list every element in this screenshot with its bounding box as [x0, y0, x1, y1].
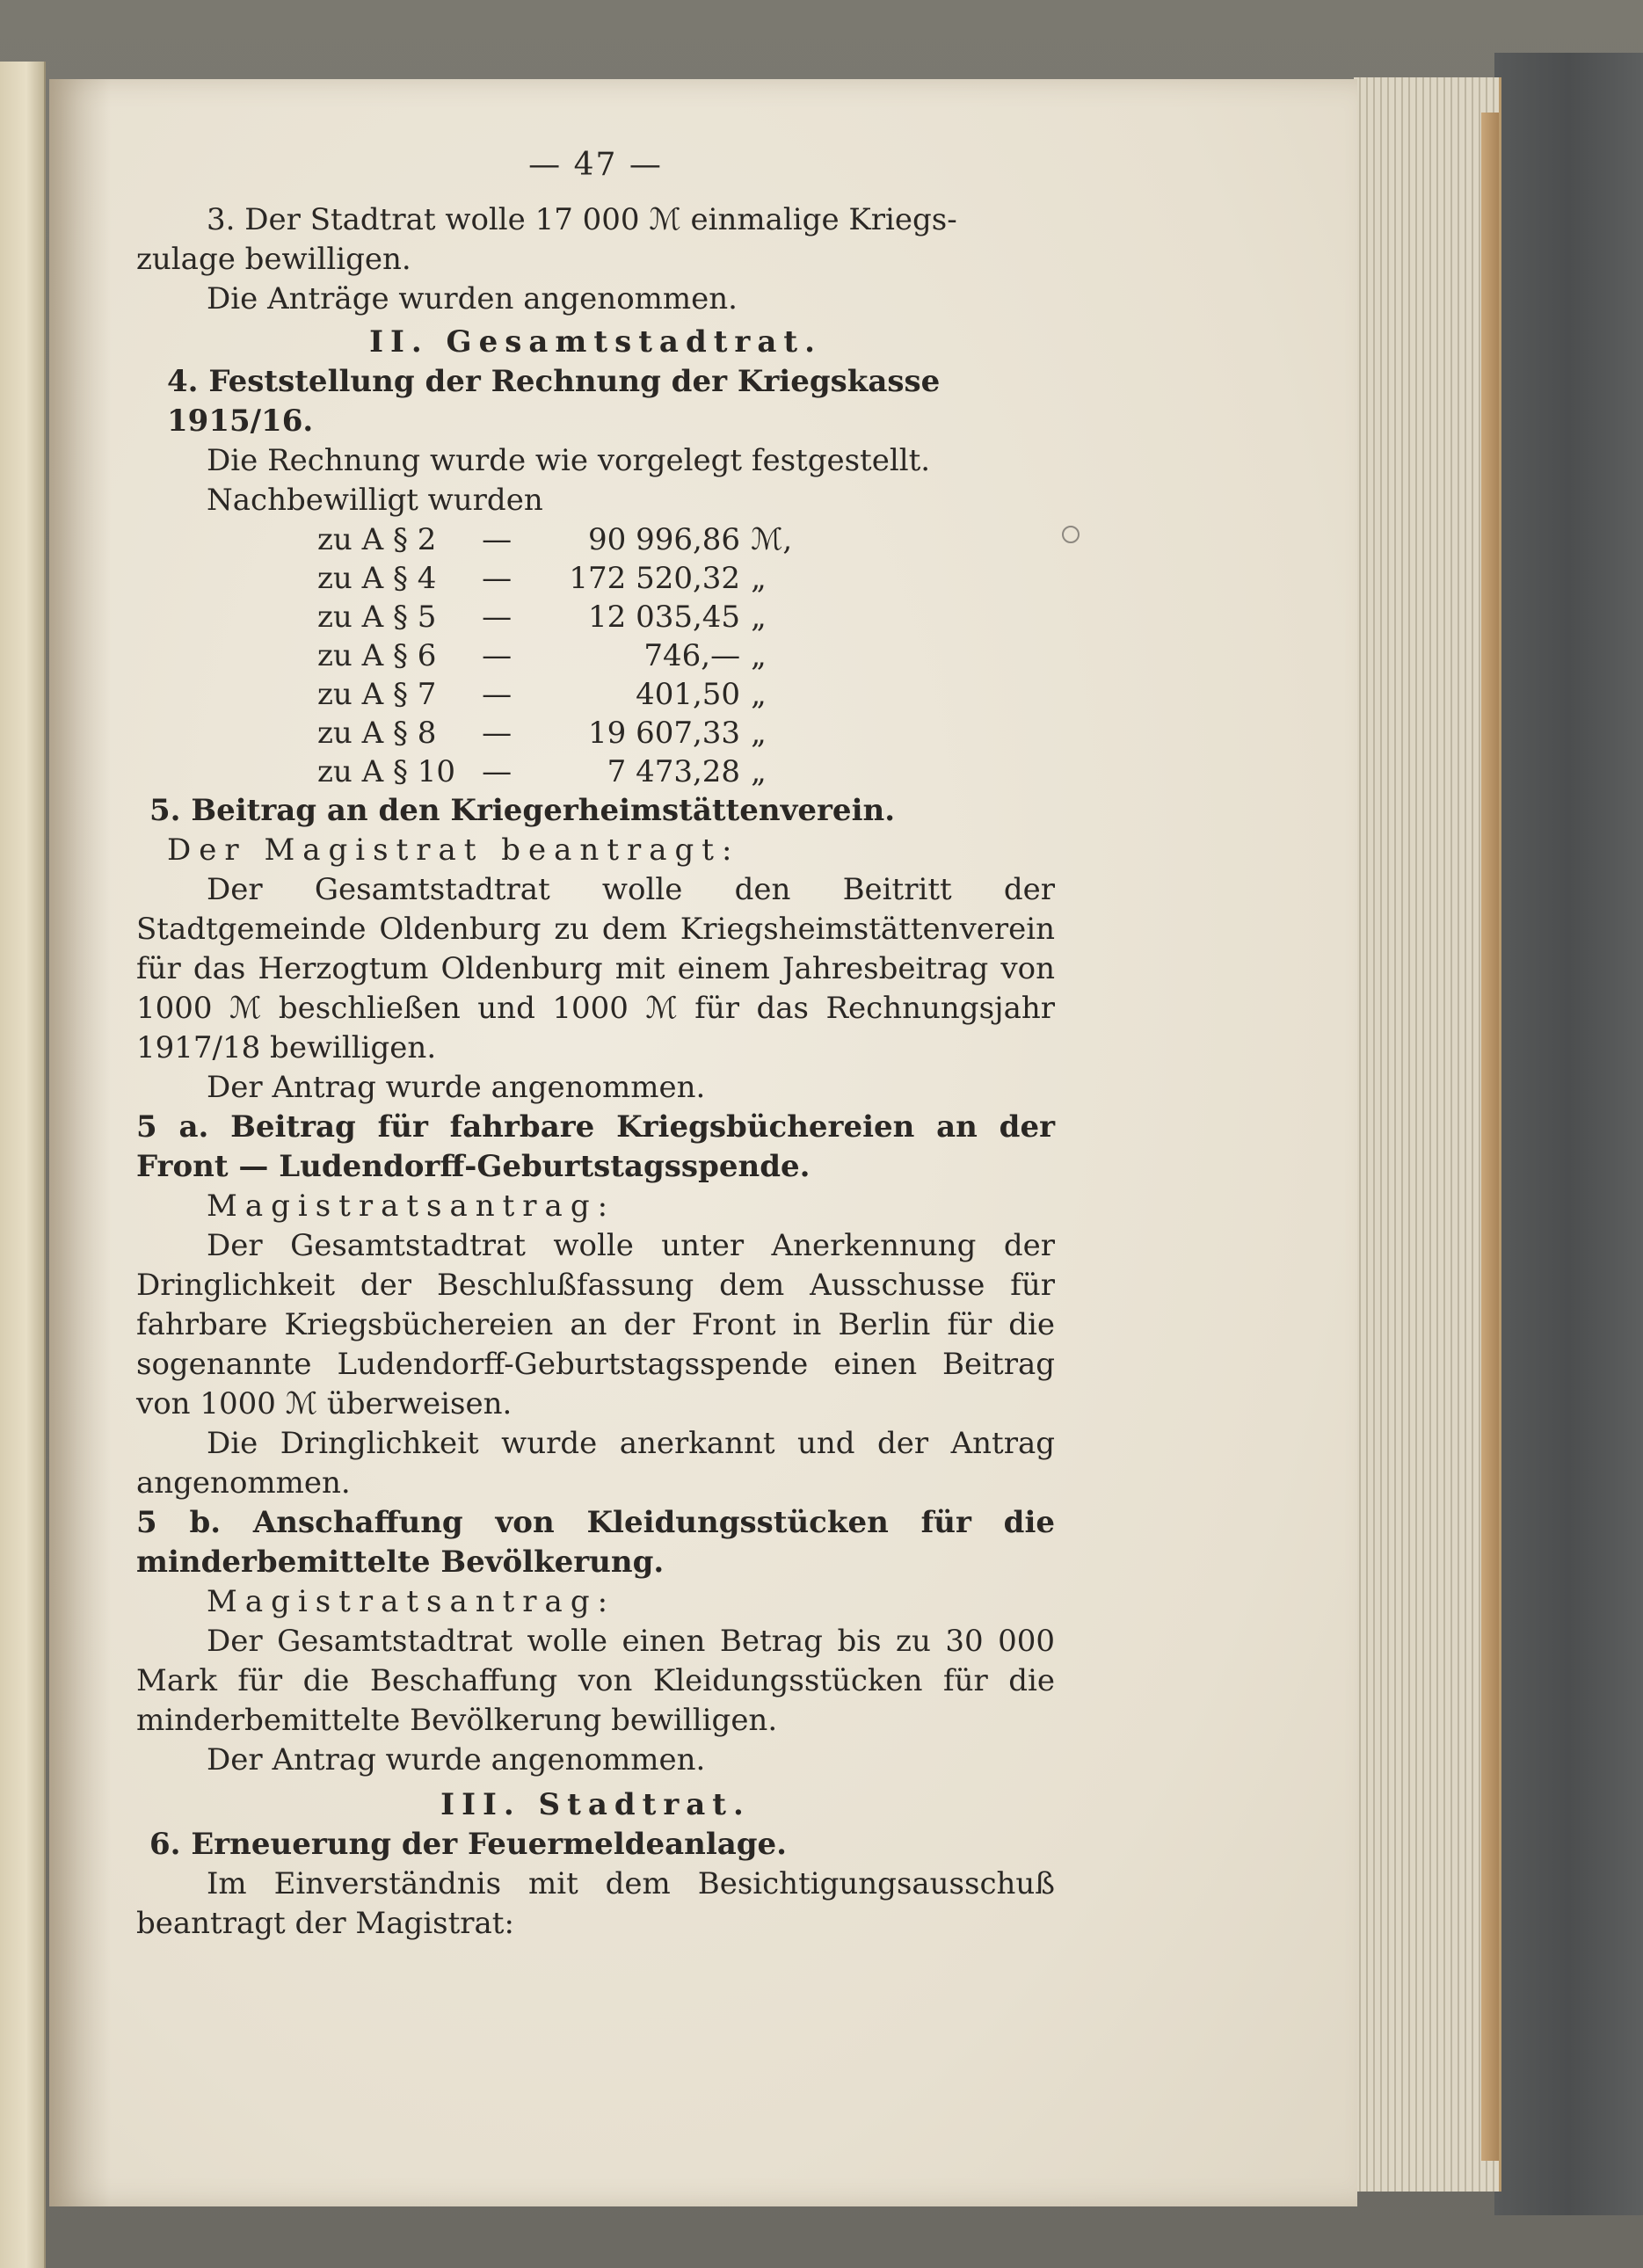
amounts-table — [312, 520, 809, 791]
amount-row — [312, 752, 809, 791]
amount-ref: zu A § 5 — [317, 600, 437, 635]
item-4-heading: 4. Feststellung der Rechnung der Kriegskasse 1915/16. — [167, 364, 941, 439]
amount-dash: — — [482, 677, 513, 712]
amount-unit: „ — [751, 716, 767, 751]
amount-value: 90 996,86 — [588, 522, 741, 557]
page-text — [136, 145, 1055, 1944]
item-5a-magistrate: Magistratsantrag: — [207, 1189, 616, 1224]
amount-row — [312, 675, 809, 714]
amount-dash: — — [482, 561, 513, 596]
amount-ref: zu A § 8 — [317, 716, 437, 751]
item-5-heading: 5. Beitrag an den Kriegerheimstättenverein. — [149, 793, 896, 828]
item-6-text: Im Einverständnis mit dem Besichtigungsausschuß beantragt der Magistrat: — [136, 1866, 1055, 1941]
amount-dash: — — [482, 600, 513, 635]
amount-ref: zu A § 4 — [317, 561, 437, 596]
amount-unit: „ — [751, 677, 767, 712]
amount-unit: „ — [751, 600, 767, 635]
amount-row — [312, 636, 809, 675]
item-3-line1: 3. Der Stadtrat wolle 17 000 ℳ einmalige Kriegs- — [207, 202, 957, 237]
amount-ref: zu A § 6 — [317, 638, 437, 673]
item-3-line2: zulage bewilligen. — [136, 242, 411, 277]
item-5a-heading: 5 a. Beitrag für fahrbare Kriegsbüchereien an der Front — Ludendorff-Geburtstagsspende. — [136, 1109, 1055, 1184]
amount-dash: — — [482, 522, 513, 557]
item-5a-accepted: Die Dringlichkeit wurde anerkannt und der Antrag angenommen. — [136, 1426, 1055, 1501]
amount-unit: „ — [751, 638, 767, 673]
amount-unit: ℳ, — [751, 522, 793, 557]
item-5-text: Der Gesamtstadtrat wolle den Beitritt der Stadtgemeinde Oldenburg zu dem Kriegsheimstättenverein für das Herzogtum Oldenburg mit einem Jahresbeitrag von 1000 ℳ beschließen und 1000 ℳ für das Rechnungsjahr 1917/18 bewilligen. — [136, 872, 1055, 1065]
page-gutter-shadow — [49, 79, 111, 2206]
page-stack-edges — [1354, 77, 1501, 2192]
gilt-edge — [1481, 113, 1499, 2161]
book-cover — [1494, 53, 1643, 2215]
amount-row — [312, 714, 809, 752]
amount-unit: „ — [751, 561, 767, 596]
section-heading-2: II. Gesamtstadtrat. — [369, 324, 822, 360]
item-5b-heading: 5 b. Anschaffung von Kleidungsstücken für die minderbemittelte Bevölkerung. — [136, 1505, 1055, 1580]
amount-value: 172 520,32 — [569, 561, 741, 596]
amount-dash: — — [482, 754, 513, 789]
item-5a-text: Der Gesamtstadtrat wolle unter Anerkennung der Dringlichkeit der Beschlußfassung dem Ausschusse für fahrbare Kriegsbüchereien an der Front in Berlin für die sogenannte Ludendorff-Geburtstagsspende einen Beitrag von 1000 ℳ überweisen. — [136, 1228, 1055, 1421]
amount-dash: — — [482, 638, 513, 673]
amount-unit: „ — [751, 754, 767, 789]
pencil-mark — [1062, 526, 1080, 543]
amount-ref: zu A § 10 — [317, 754, 456, 789]
amount-dash: — — [482, 716, 513, 751]
amount-row — [312, 598, 809, 636]
item-6-heading: 6. Erneuerung der Feuermeldeanlage. — [149, 1827, 788, 1862]
left-page-edge — [0, 62, 46, 2268]
item-3-accepted: Die Anträge wurden angenommen. — [207, 281, 738, 316]
amount-row — [312, 520, 809, 559]
amount-value: 19 607,33 — [588, 716, 741, 751]
item-5-magistrate: Der Magistrat beantragt: — [167, 832, 740, 868]
item-5b-magistrate: Magistratsantrag: — [207, 1584, 616, 1619]
item-4-text: Die Rechnung wurde wie vorgelegt festgestellt. — [207, 443, 931, 478]
amount-value: 746,— — [643, 638, 741, 673]
page-number: — 47 — — [528, 147, 663, 183]
amount-value: 12 035,45 — [588, 600, 741, 635]
item-4-subheading: Nachbewilligt wurden — [207, 483, 543, 518]
amount-ref: zu A § 2 — [317, 522, 437, 557]
amount-ref: zu A § 7 — [317, 677, 437, 712]
item-5b-accepted: Der Antrag wurde angenommen. — [207, 1742, 706, 1777]
amount-value: 7 473,28 — [607, 754, 741, 789]
item-5-accepted: Der Antrag wurde angenommen. — [207, 1070, 706, 1105]
amount-row — [312, 559, 809, 598]
section-heading-3: III. Stadtrat. — [440, 1787, 751, 1822]
amount-value: 401,50 — [636, 677, 741, 712]
item-5b-text: Der Gesamtstadtrat wolle einen Betrag bis zu 30 000 Mark für die Beschaffung von Kleidungsstücken für die minderbemittelte Bevölkerung bewilligen. — [136, 1624, 1055, 1738]
